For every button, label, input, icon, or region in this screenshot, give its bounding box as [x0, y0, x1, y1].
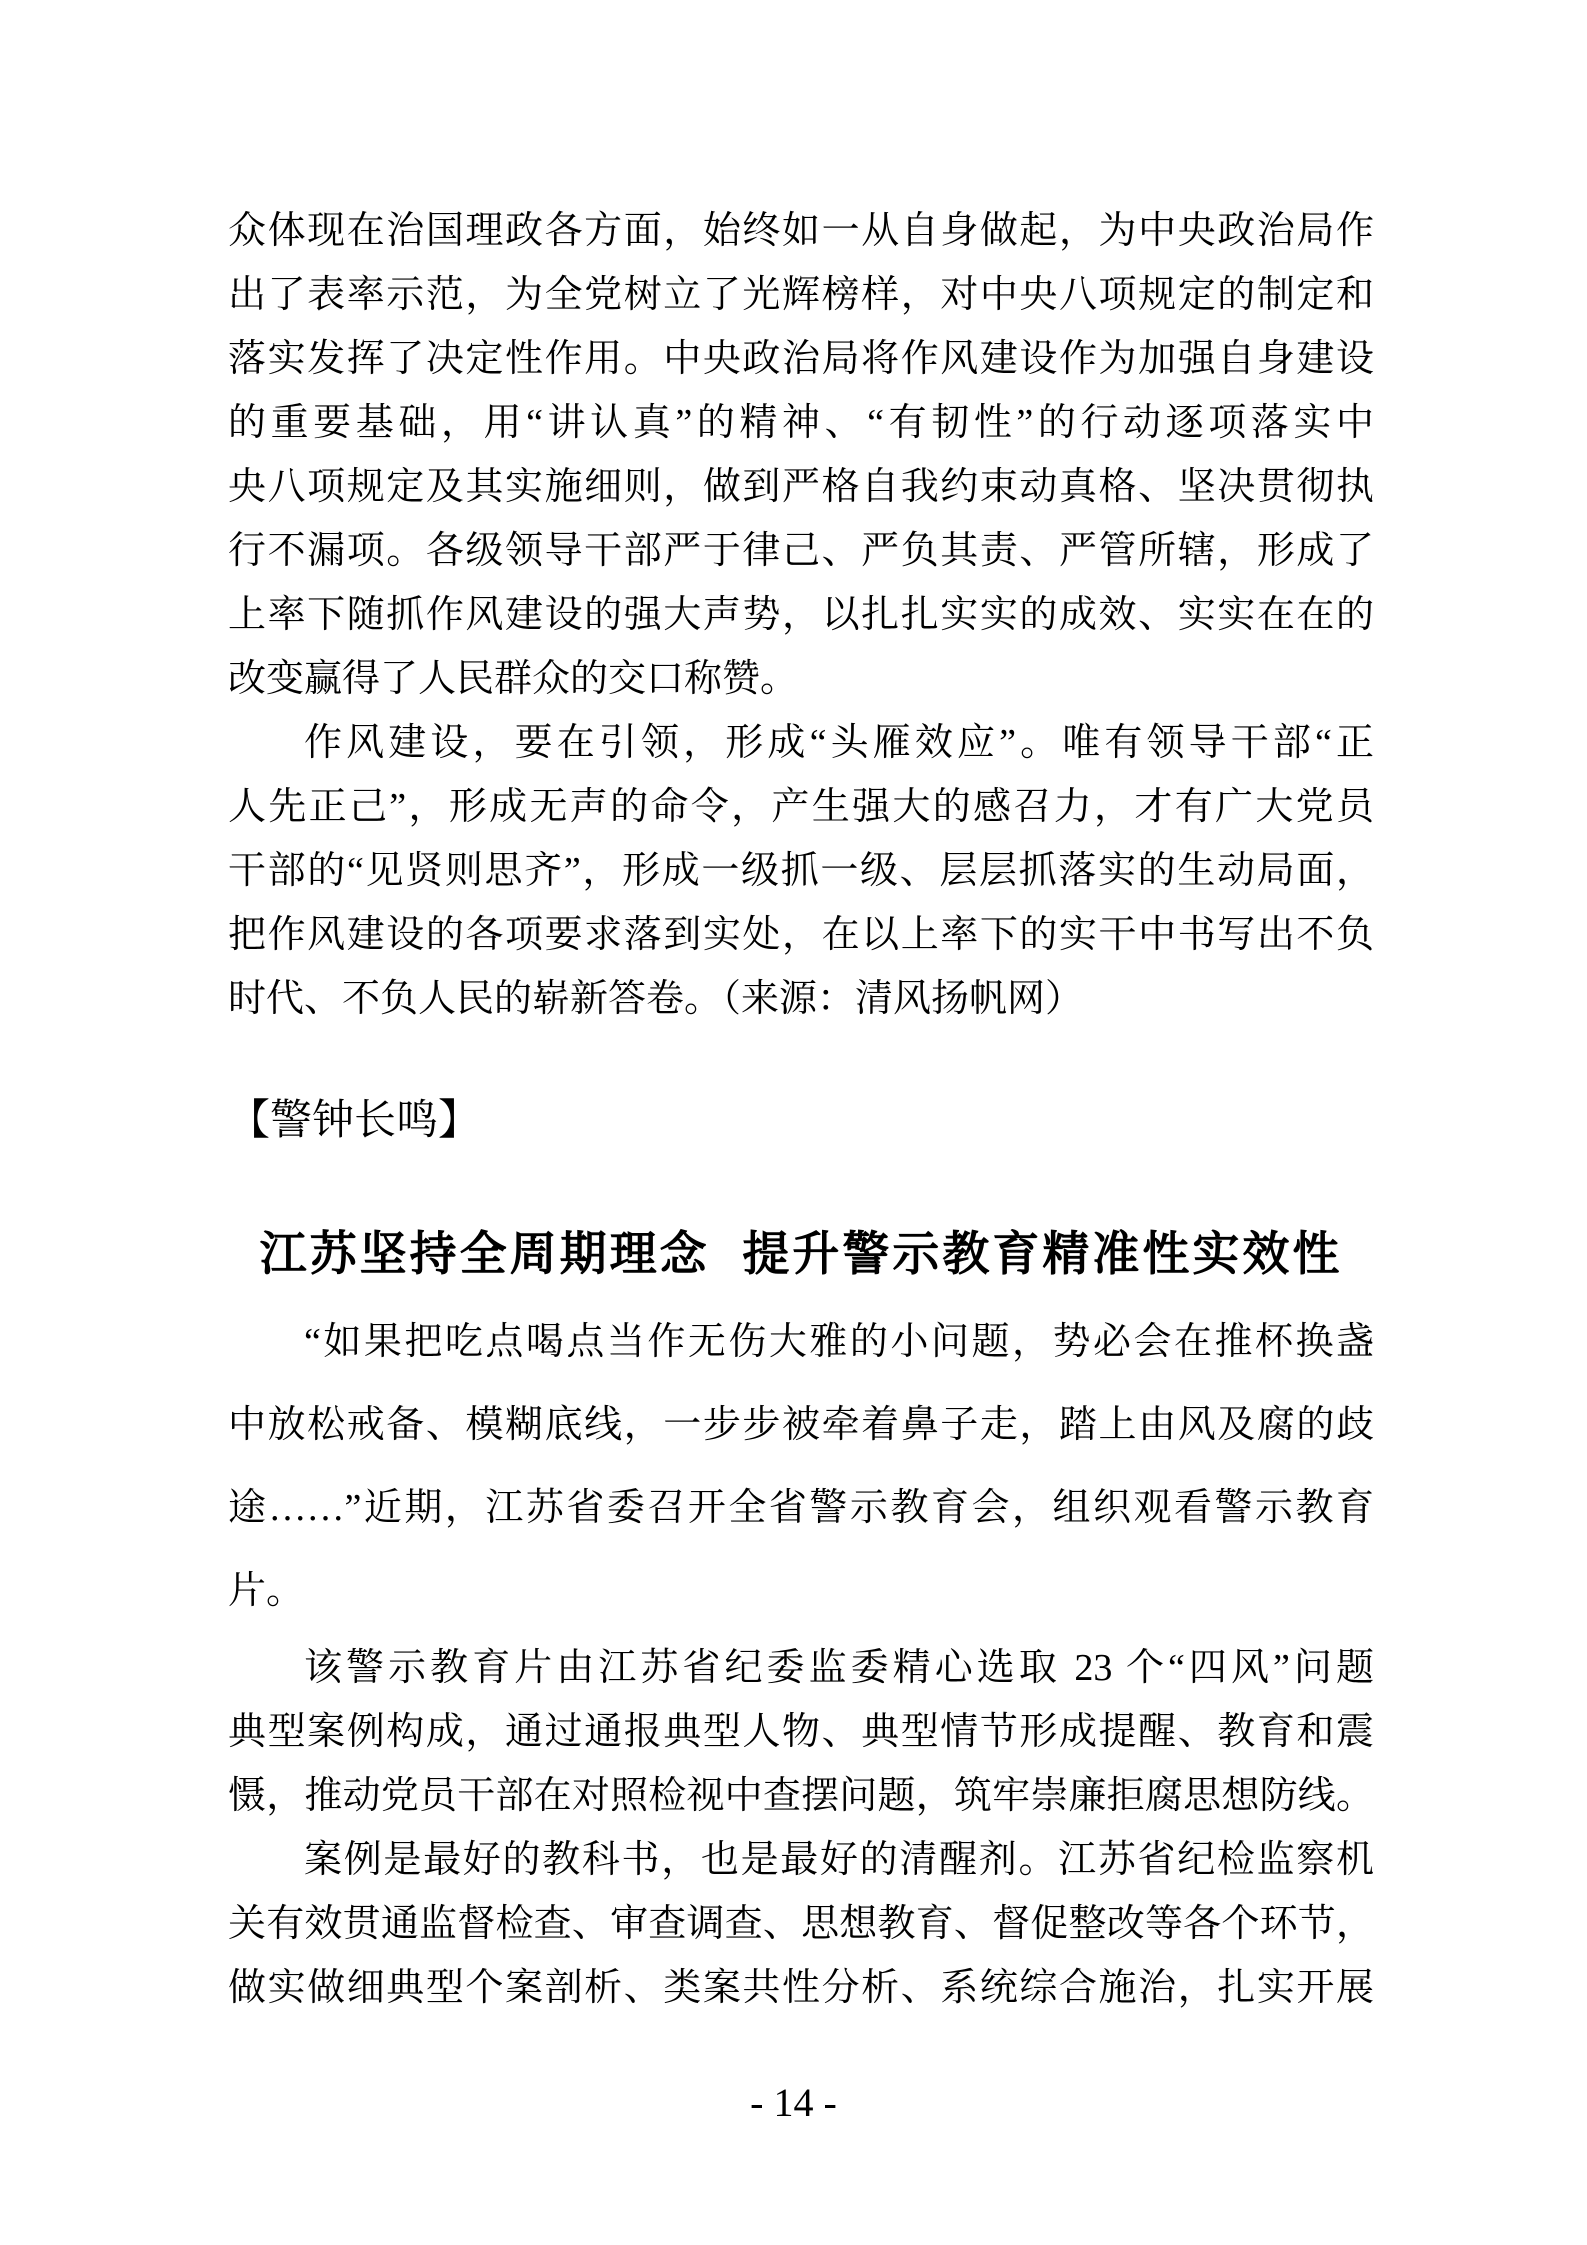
paragraph: [228, 1636, 1374, 1828]
text-line: 出了表率示范，为全党树立了光辉榜样，对中央八项规定的制定和: [228, 274, 1374, 316]
text-line: 做实做细典型个案剖析、类案共性分析、系统综合施治，扎实开展: [228, 1967, 1374, 2009]
text-line: 人先正己”，形成无声的命令，产生强大的感召力，才有广大党员: [228, 786, 1374, 828]
text-line: 片。: [228, 1570, 305, 1612]
text-line: 时代、不负人民的崭新答卷。（来源：清风扬帆网）: [228, 978, 1084, 1020]
text-line: 作风建设，要在引领，形成“头雁效应”。唯有领导干部“正: [304, 722, 1374, 764]
text-line: 落实发挥了决定性作用。中央政治局将作风建设作为加强自身建设: [228, 338, 1374, 380]
text-line: 行不漏项。各级领导干部严于律己、严负其责、严管所辖，形成了: [228, 530, 1374, 572]
section-heading: 【警钟长鸣】: [228, 1098, 481, 1144]
text-line: 案例是最好的教科书，也是最好的清醒剂。江苏省纪检监察机: [304, 1839, 1374, 1881]
text-line: 改变赢得了人民群众的交口称赞。: [228, 658, 799, 700]
text-line: 干部的“见贤则思齐”，形成一级抓一级、层层抓落实的生动局面，: [228, 850, 1374, 892]
text-line: 途……”近期，江苏省委召开全省警示教育会，组织观看警示教育: [228, 1487, 1374, 1529]
paragraph: [228, 1828, 1374, 2020]
text-line: 慑，推动党员干部在对照检视中查摆问题，筑牢崇廉拒腐思想防线。: [228, 1775, 1374, 1817]
text-line: “如果把吃点喝点当作无伤大雅的小问题，势必会在推杯换盏: [304, 1321, 1374, 1363]
paragraph: [228, 711, 1374, 1031]
paragraph-continuation: [228, 199, 1374, 711]
text-line: 众体现在治国理政各方面，始终如一从自身做起，为中央政治局作: [228, 210, 1374, 252]
text-line: 该警示教育片由江苏省纪委监委精心选取 23 个“四风”问题: [304, 1647, 1374, 1689]
text-line: 上率下随抓作风建设的强大声势，以扎扎实实的成效、实实在在的: [228, 594, 1374, 636]
text-line: 中放松戒备、模糊底线，一步步被牵着鼻子走，踏上由风及腐的歧: [228, 1404, 1374, 1446]
page-number: - 14 -: [750, 2080, 837, 2125]
text-line: 把作风建设的各项要求落到实处，在以上率下的实干中书写出不负: [228, 914, 1374, 956]
text-line: 关有效贯通监督检查、审查调查、思想教育、督促整改等各个环节，: [228, 1903, 1374, 1945]
paragraph: [228, 1301, 1374, 1633]
text-line: 的重要基础，用“讲认真”的精神、“有韧性”的行动逐项落实中: [228, 402, 1374, 444]
text-line: 央八项规定及其实施细则，做到严格自我约束动真格、坚决贯彻执: [228, 466, 1374, 508]
article-title: 江苏坚持全周期理念 提升警示教育精准性实效性: [259, 1229, 1343, 1281]
text-line: 典型案例构成，通过通报典型人物、典型情节形成提醒、教育和震: [228, 1711, 1374, 1753]
